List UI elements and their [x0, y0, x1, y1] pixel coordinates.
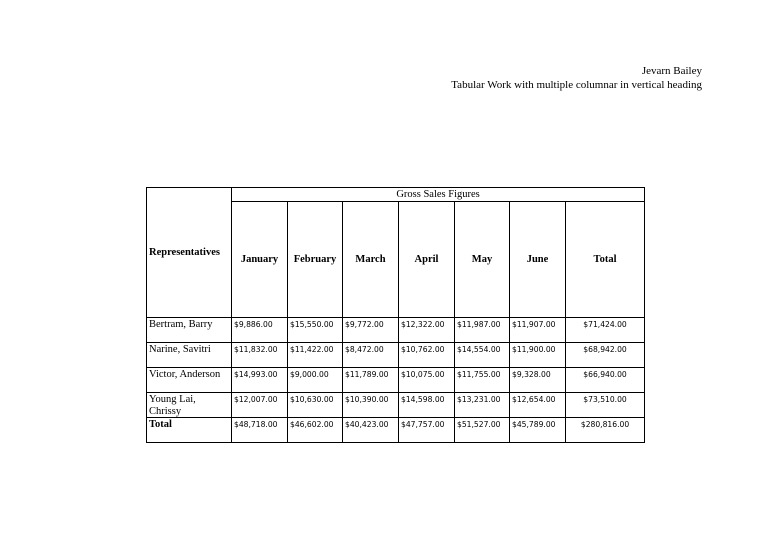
rep-name: Victor, Anderson	[147, 368, 232, 393]
column-total-cell: $48,718.00	[232, 418, 288, 443]
grand-total-cell: $280,816.00	[566, 418, 645, 443]
sales-cell: $10,390.00	[343, 393, 399, 418]
row-total-cell: $66,940.00	[566, 368, 645, 393]
sales-cell: $12,654.00	[510, 393, 566, 418]
author-name: Jevarn Bailey	[641, 65, 702, 77]
sales-cell: $15,550.00	[288, 318, 343, 343]
column-header-total: Total	[566, 202, 645, 318]
table-row	[147, 318, 645, 343]
sales-cell: $11,900.00	[510, 343, 566, 368]
column-header-january: January	[232, 202, 288, 318]
sales-cell: $11,422.00	[288, 343, 343, 368]
row-total-cell: $68,942.00	[566, 343, 645, 368]
table-row	[147, 368, 645, 393]
row-total-cell: $73,510.00	[566, 393, 645, 418]
rep-name: Young Lai, Chrissy	[147, 393, 232, 418]
document-subtitle: Tabular Work with multiple columnar in vertical heading	[451, 79, 702, 91]
column-total-cell: $45,789.00	[510, 418, 566, 443]
totals-row	[147, 418, 645, 443]
representatives-header: Representatives	[147, 188, 232, 318]
column-header-april: April	[399, 202, 455, 318]
rep-name: Bertram, Barry	[147, 318, 232, 343]
sales-cell: $8,472.00	[343, 343, 399, 368]
sales-cell: $11,907.00	[510, 318, 566, 343]
sales-cell: $14,554.00	[455, 343, 510, 368]
sales-table	[146, 187, 645, 443]
sales-cell: $13,231.00	[455, 393, 510, 418]
sales-cell: $10,075.00	[399, 368, 455, 393]
totals-label: Total	[147, 418, 232, 443]
rep-name: Narine, Savitri	[147, 343, 232, 368]
sales-cell: $10,630.00	[288, 393, 343, 418]
column-total-cell: $40,423.00	[343, 418, 399, 443]
sales-cell: $14,993.00	[232, 368, 288, 393]
sales-cell: $9,772.00	[343, 318, 399, 343]
sales-cell: $9,000.00	[288, 368, 343, 393]
column-header-february: February	[288, 202, 343, 318]
column-total-cell: $51,527.00	[455, 418, 510, 443]
sales-cell: $10,762.00	[399, 343, 455, 368]
column-header-june: June	[510, 202, 566, 318]
sales-cell: $12,322.00	[399, 318, 455, 343]
sales-cell: $11,789.00	[343, 368, 399, 393]
sales-cell: $9,328.00	[510, 368, 566, 393]
page-header	[451, 64, 702, 92]
sales-cell: $9,886.00	[232, 318, 288, 343]
column-header-march: March	[343, 202, 399, 318]
row-total-cell: $71,424.00	[566, 318, 645, 343]
sales-cell: $14,598.00	[399, 393, 455, 418]
column-header-may: May	[455, 202, 510, 318]
column-total-cell: $46,602.00	[288, 418, 343, 443]
gross-sales-header: Gross Sales Figures	[232, 188, 645, 202]
sales-cell: $11,832.00	[232, 343, 288, 368]
column-total-cell: $47,757.00	[399, 418, 455, 443]
table-row	[147, 393, 645, 418]
table-row	[147, 343, 645, 368]
sales-cell: $11,755.00	[455, 368, 510, 393]
sales-cell: $12,007.00	[232, 393, 288, 418]
sales-cell: $11,987.00	[455, 318, 510, 343]
